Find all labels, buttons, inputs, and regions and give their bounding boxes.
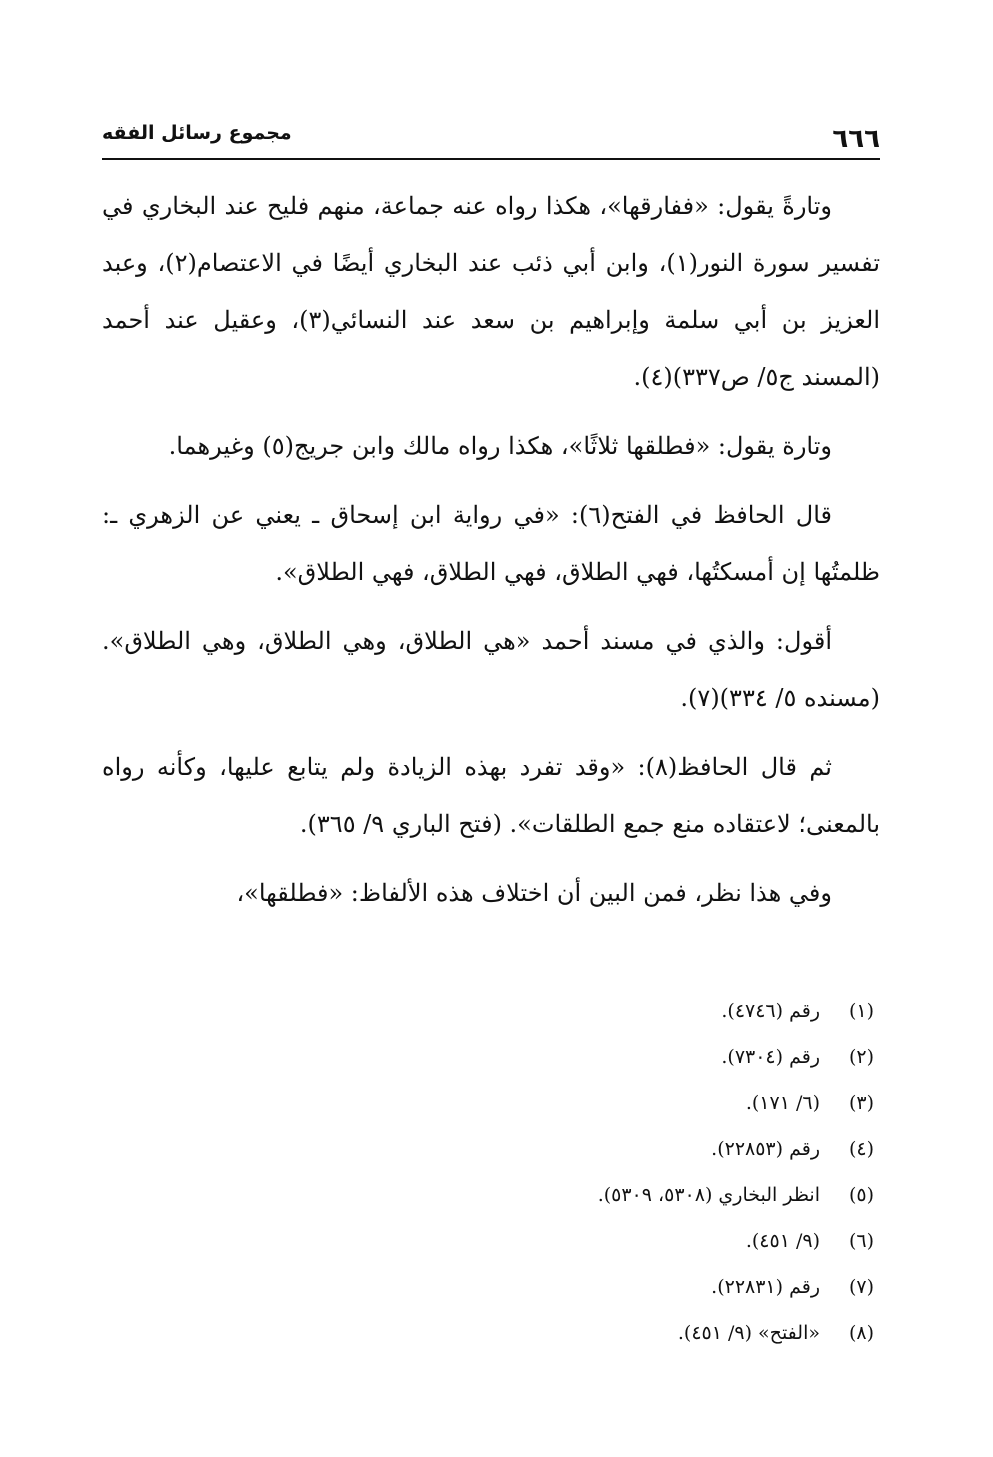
footnote-text: انظر البخاري (٥٣٠٨، ٥٣٠٩). <box>597 1184 820 1206</box>
paragraph: أقول: والذي في مسند أحمد «هي الطلاق، وهي الطلاق، وهي الطلاق». (مسنده ٥/ ٣٣٤)(٧). <box>102 627 880 712</box>
footnote-number: (٤) <box>848 1138 874 1160</box>
footnote-number: (٣) <box>848 1092 874 1114</box>
footnote-item <box>102 1310 874 1356</box>
paragraph: وتارةً يقول: «ففارقها»، هكذا رواه عنه جماعة، منهم فليح عند البخاري في تفسير سورة النور(١)، وابن أبي ذئب عند البخاري أيضًا في الاعتصام(٢)، وعبد العزيز بن أبي سلمة وإبراهيم بن سعد عند النسائي(٣)، وعقيل عند أحمد (المسند ج٥/ ص٣٣٧)(٤). <box>102 192 880 391</box>
paragraph: قال الحافظ في الفتح(٦): «في رواية ابن إسحاق ـ يعني عن الزهري ـ: ظلمتُها إن أمسكتُها، فهي الطلاق، فهي الطلاق، فهي الطلاق». <box>102 501 880 586</box>
footnote-number: (٥) <box>848 1184 874 1206</box>
footnotes-list <box>102 988 880 1356</box>
footnote-text: (٩/ ٤٥١). <box>745 1230 820 1252</box>
footnote-text: (٦/ ١٧١). <box>745 1092 820 1114</box>
footnote-item <box>102 1218 874 1264</box>
footnote-number: (١) <box>848 1000 874 1022</box>
footnote-number: (٢) <box>848 1046 874 1068</box>
book-page <box>102 112 880 1356</box>
footnote-number: (٧) <box>848 1276 874 1298</box>
footnote-item <box>102 988 874 1034</box>
page-number: ٦٦٦ <box>832 124 880 154</box>
paragraph: وفي هذا نظر، فمن البين أن اختلاف هذه الألفاظ: «فطلقها»، <box>236 879 832 907</box>
footnote-item <box>102 1034 874 1080</box>
page-header <box>102 112 880 160</box>
footnote-text: رقم (٢٢٨٣١). <box>711 1276 820 1298</box>
footnote-number: (٦) <box>848 1230 874 1252</box>
book-title: مجموع رسائل الفقه <box>102 122 292 144</box>
footnote-item <box>102 1264 874 1310</box>
footnote-item <box>102 1172 874 1218</box>
footnote-text: رقم (٧٣٠٤). <box>721 1046 820 1068</box>
footnote-text: رقم (٤٧٤٦). <box>721 1000 820 1022</box>
main-text <box>102 178 880 922</box>
footnote-number: (٨) <box>848 1322 874 1344</box>
footnote-item <box>102 1126 874 1172</box>
footnote-text: «الفتح» (٩/ ٤٥١). <box>677 1322 820 1344</box>
footnote-item <box>102 1080 874 1126</box>
footnote-text: رقم (٢٢٨٥٣). <box>711 1138 820 1160</box>
paragraph: وتارة يقول: «فطلقها ثلاثًا»، هكذا رواه مالك وابن جريج(٥) وغيرهما. <box>168 432 832 460</box>
paragraph: ثم قال الحافظ(٨): «وقد تفرد بهذه الزيادة ولم يتابع عليها، وكأنه رواه بالمعنى؛ لاعتقاده منع جمع الطلقات». (فتح الباري ٩/ ٣٦٥). <box>102 753 880 838</box>
